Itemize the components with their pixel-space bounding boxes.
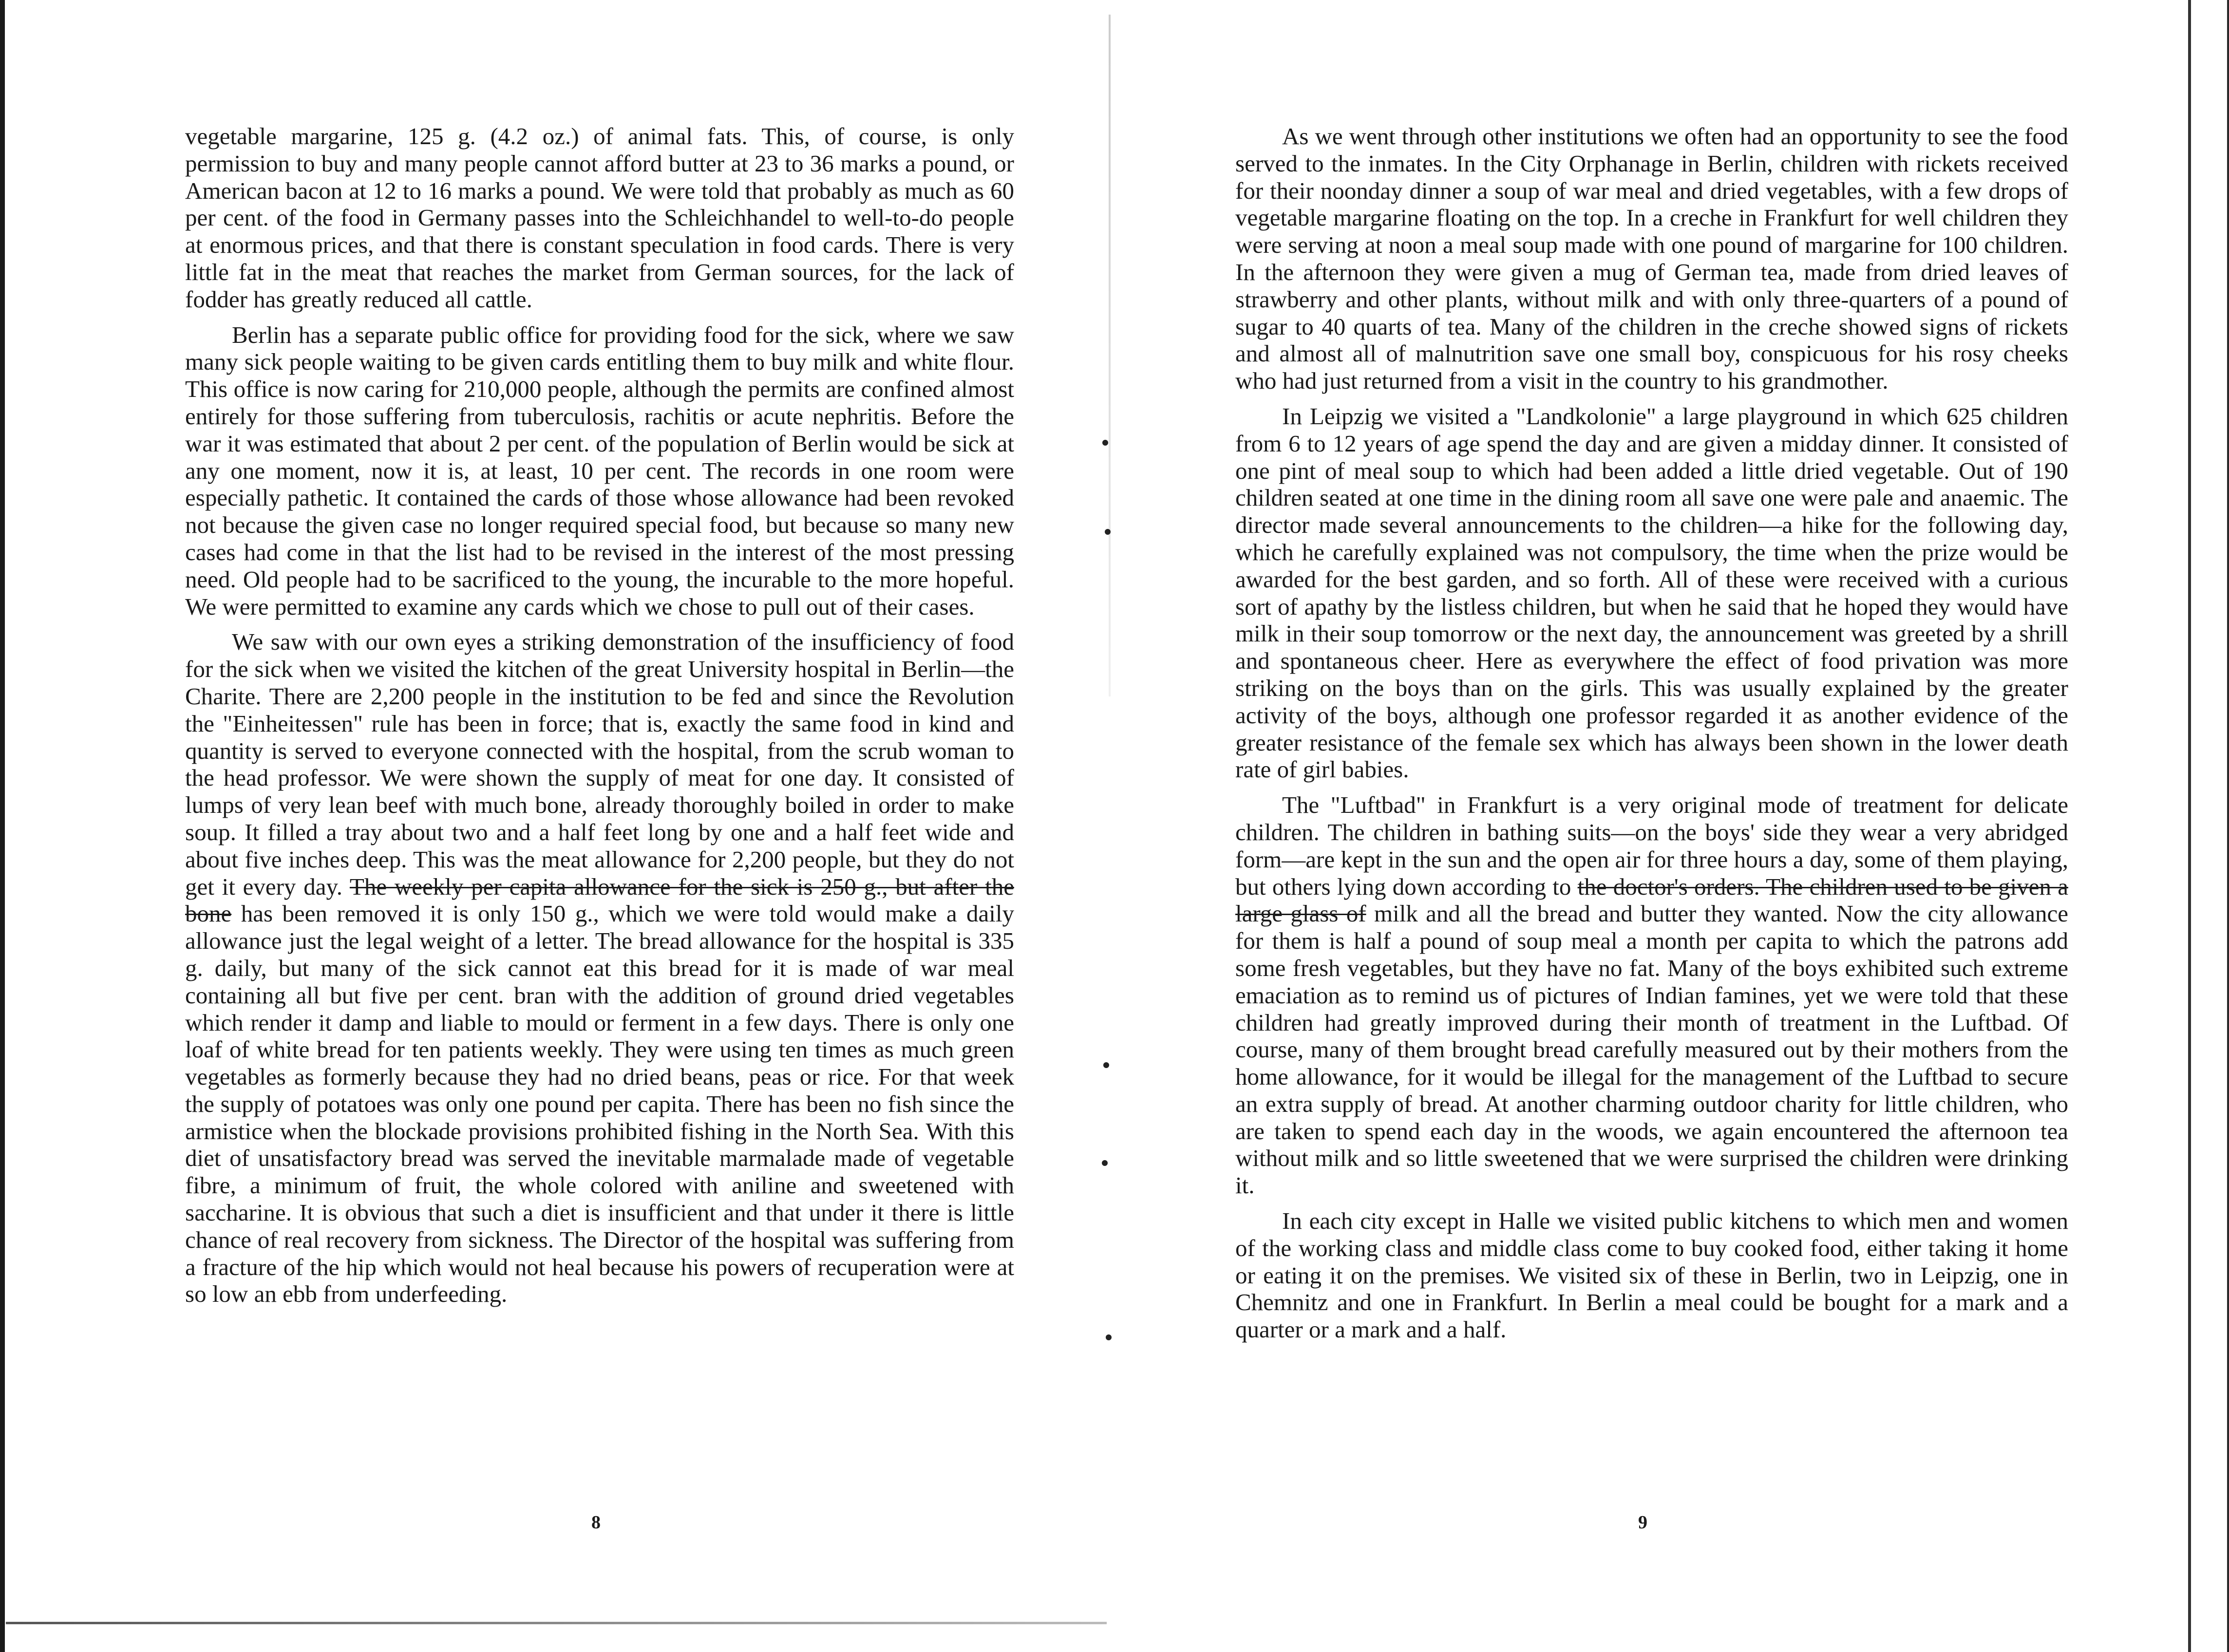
right-paragraph-2: In Leipzig we visited a "Landkolonie" a large playground in which 625 children from 6 to 12 years of age spend the day and are given a midday dinner. It consisted of one pint of meal soup to which had been added a little dried vegetable. Out of 190 children seated at one time in the dining room all save one were pale and anaemic. The director made several announcements to the children—a hike for the following day, which he carefully explained was not compulsory, the time when the prize would be awarded for the best garden, and so forth. All of these were received with a curious sort of apathy by the listless children, but when he said that he hoped they would have milk in their soup tomorrow or the next day, the announcement was greeted by a shrill and spontaneous cheer. Here as everywhere the effect of food privation was more striking on the boys than on the girls. This was usually explained by the greater activity of the boys, although one professor regarded it as another evidence of the greater resistance of the female sex which has always been shown in the lower death rate of girl babies.	[1235, 402, 2068, 783]
left-paragraph-3-part-b: has been removed it is only 150 g., which we were told would make a daily allowance just the legal weight of a letter. The bread allowance for the hospital is 335 g. daily, but many of the sick cannot eat this bread for it is made of war meal containing all but five per cent. bran with the addition of ground dried vegetables which render it damp and liable to mould or ferment in a few days. There is only one loaf of white bread for ten patients weekly. They were using ten times as much green vegetables as formerly because they had no dried beans, peas or rice. For that week the supply of potatoes was only one pound per capita. There has been no fish since the armistice when the blockade provisions prohibited fishing in the North Sea. With this diet of unsatisfactory bread was served the inevitable marmalade made of vegetable fibre, a minimum of fruit, the whole colored with aniline and sweetened with saccharine. It is obvious that such a diet is insufficient and that under it there is little chance of real recovery from sickness. The Director of the hospital was suffering from a fracture of the hip which would not heal because his powers of recuperation were at so low an ebb from underfeeding.	[185, 900, 1015, 1308]
left-paragraph-2: Berlin has a separate public office for providing food for the sick, where we saw many sick people waiting to be given cards entitling them to buy milk and white flour. This office is now caring for 210,000 people, although the permits are confined almost entirely for those suffering from tuberculosis, rachitis or acute nephritis. Before the war it was estimated that about 2 per cent. of the population of Berlin would be sick at any one moment, now it is, at least, 10 per cent. The records in one room were especially pathetic. It contained the cards of those whose allowance had been revoked not because the given case no longer required special food, but because so many new cases had come in that the list had to be revised in the interest of the most pressing need. Old people had to be sacrificed to the young, the incurable to the more hopeful. We were permitted to examine any cards which we chose to pull out of their cases.	[185, 321, 1014, 620]
left-paragraph-3-part-a: We saw with our own eyes a striking demonstration of the insufficiency of food for the sick when we visited the kitchen of the great University hospital in Berlin—the Charite. There are 2,200 people in the institution to be fed and since the Revolution the "Einheitessen" rule has been in force; that is, exactly the same food in kind and quantity is served to everyone connected with the hospital, from the scrub woman to the head professor. We were shown the supply of meat for one day. It consisted of lumps of very lean beef with much bone, already thoroughly boiled in order to make soup. It filled a tray about two and a half feet long by one and a half feet wide and about five inches deep. This was the meat allowance for 2,200 people, but they do not get it every day.	[185, 628, 1014, 900]
left-page	[0, 0, 1114, 1652]
left-struck-text: The weekly per capita allowance for the sick is 250 g., but after the bone	[185, 873, 1014, 927]
left-paragraph-1: vegetable margarine, 125 g. (4.2 oz.) of animal fats. This, of course, is only permission to buy and many people cannot afford butter at 23 to 36 marks a pound, or American bacon at 12 to 16 marks a pound. We were told that probably as much as 60 per cent. of the food in Germany passes into the Schleichhandel to well-to-do people at enormous prices, and that there is constant speculation in food cards. There is very little fat in the meat that reaches the market from German sources, for the lack of fodder has greatly reduced all cattle.	[185, 123, 1014, 313]
right-paragraph-3-part-a: The "Luftbad" in Frankfurt is a very original mode of treatment for delicate children. The children in bathing suits—on the boys' side they wear a very abridged form—are kept in the sun and the open air for three hours a day, some of them playing, but others lying down according to	[1235, 791, 2068, 900]
right-paragraph-4: In each city except in Halle we visited public kitchens to which men and women of the working class and middle class come to buy cooked food, either taking it home or eating it on the premises. We visited six of these in Berlin, two in Leipzig, one in Chemnitz and one in Frankfurt. In Berlin a meal could be bought for a mark and a quarter or a mark and a half.	[1235, 1207, 2068, 1343]
right-struck-text: the doctor's orders. The children used to be given a large glass of	[1235, 873, 2068, 927]
right-page-number: 9	[1638, 1512, 1647, 1533]
right-paragraph-3-part-b: milk and all the bread and butter they wanted. Now the city allowance for them is half a pound of soup meal a month per capita to which the patrons add some fresh vegetables, but they have no fat. Many of the boys exhibited such extreme emaciation as to remind us of pictures of Indian famines, yet we were told that these children had greatly improved during their month of treatment in the Luftbad. Of course, many of them brought bread carefully measured out by their mothers from the home allowance, for it would be illegal for the management of the Luftbad to secure an extra supply of bread. At another charming outdoor charity for little children, who are taken to spend each day in the woods, we again encountered the afternoon tea without milk and so little sweetened that we were surprised the children were drinking it.	[1235, 900, 2068, 1199]
right-text-column	[1235, 123, 2068, 1352]
right-page	[1114, 0, 2229, 1652]
right-paragraph-1: As we went through other institutions we often had an opportunity to see the food served to the inmates. In the City Orphanage in Berlin, children with rickets received for their noonday dinner a soup of war meal and dried vegetables, with a few drops of vegetable margarine floating on the top. In a creche in Frankfurt for well children they were serving at noon a meal soup made with one pound of margarine for 100 children. In the afternoon they were given a mug of German tea, made from dried leaves of strawberry and other plants, without milk and with only three-quarters of a pound of sugar to 40 quarts of tea. Many of the children in the creche showed signs of rickets and almost all of malnutrition save one small boy, conspicuous for his rosy cheeks who had just returned from a visit in the country to his grandmother.	[1235, 123, 2068, 394]
left-text-column	[185, 123, 1014, 1316]
left-paragraph-3	[185, 628, 1014, 1308]
left-page-number: 8	[591, 1512, 601, 1533]
right-paragraph-3	[1235, 791, 2068, 1199]
